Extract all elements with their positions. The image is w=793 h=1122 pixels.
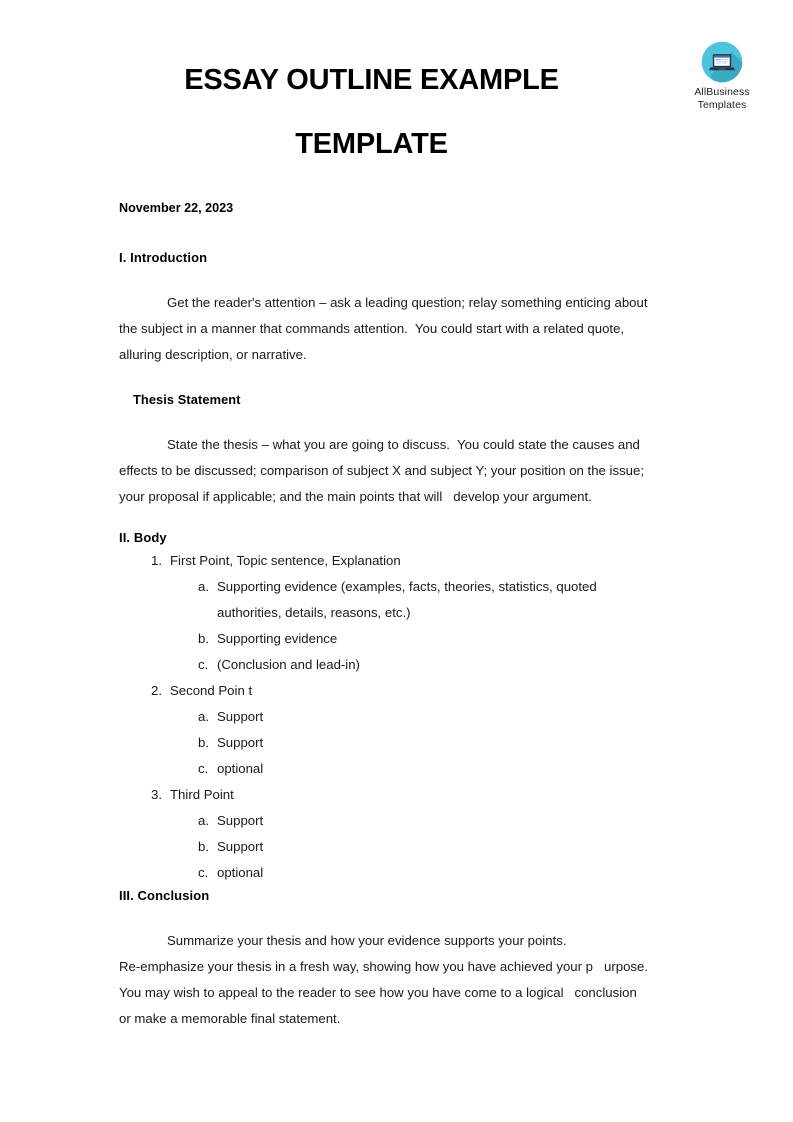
list-item (170, 808, 649, 834)
list-item-text: Second Poin t (170, 683, 253, 698)
list-item (170, 652, 649, 678)
document-date: November 22, 2023 (119, 201, 234, 215)
list-marker: b. (198, 631, 209, 646)
list-marker: 2. (151, 683, 162, 698)
sub-outline-list (170, 808, 649, 886)
list-item-text: (Conclusion and lead-in) (217, 657, 360, 672)
paragraph-conclusion-first: Summarize your thesis and how your evidence supports your points. (167, 933, 567, 948)
list-item-text: First Point, Topic sentence, Explanation (170, 553, 401, 568)
body-outline-list (119, 548, 649, 886)
list-item (170, 574, 649, 626)
heading-introduction: I. Introduction (119, 250, 208, 265)
list-item-text: Third Point (170, 787, 234, 802)
list-item-text: optional (217, 761, 264, 776)
sub-outline-list (170, 574, 649, 678)
list-item (170, 860, 649, 886)
list-item-text: Support (217, 839, 264, 854)
list-item-text: Support (217, 735, 264, 750)
heading-body: II. Body (119, 530, 167, 545)
allbusiness-templates-logo (684, 41, 760, 111)
sub-outline-list (170, 704, 649, 782)
document-title (119, 48, 624, 176)
list-item-text: Supporting evidence (examples, facts, theories, statistics, quoted authorities, details, reasons, etc.) (217, 579, 597, 620)
list-item (170, 626, 649, 652)
paragraph-introduction: Get the reader's attention – ask a leading question; relay something enticing about the subject in a manner that commands attention. You could start with a related quote, alluring description, or narrative. (119, 295, 652, 362)
list-item-text: Supporting evidence (217, 631, 338, 646)
list-marker: a. (198, 709, 209, 724)
title-line-2: TEMPLATE (295, 128, 448, 160)
list-marker: c. (198, 865, 209, 880)
list-marker: c. (198, 761, 209, 776)
list-item-text: Support (217, 709, 264, 724)
title-line-1: ESSAY OUTLINE EXAMPLE (184, 64, 559, 96)
list-marker: c. (198, 657, 209, 672)
list-marker: b. (198, 735, 209, 750)
list-item (170, 730, 649, 756)
document-body (119, 198, 652, 1032)
heading-conclusion: III. Conclusion (119, 888, 210, 903)
list-item-text: Support (217, 813, 264, 828)
logo-name-line1: AllBusiness (694, 86, 750, 98)
list-marker: a. (198, 579, 209, 594)
list-item (170, 704, 649, 730)
list-marker: a. (198, 813, 209, 828)
list-marker: 1. (151, 553, 162, 568)
list-item-text: optional (217, 865, 264, 880)
list-item (119, 782, 649, 886)
list-item (170, 834, 649, 860)
list-marker: b. (198, 839, 209, 854)
list-item (119, 548, 649, 678)
logo-name-line2: Templates (697, 98, 747, 111)
list-marker: 3. (151, 787, 162, 802)
paragraph-conclusion-rest: Re-emphasize your thesis in a fresh way, showing how you have achieved your p urpose. You may wish to appeal to the reader to see how you have come to a logical conclusion or make a memorable final statement. (119, 959, 652, 1026)
list-item (170, 756, 649, 782)
list-item (119, 678, 649, 782)
laptop-icon (701, 41, 743, 83)
heading-thesis-statement: Thesis Statement (133, 392, 241, 407)
logo-wordmark (684, 86, 760, 111)
paragraph-thesis-statement: State the thesis – what you are going to discuss. You could state the causes and effects to be discussed; comparison of subject X and subject Y; your position on the issue; your proposal if applicable; and the main points that will develop your argument. (119, 437, 648, 504)
